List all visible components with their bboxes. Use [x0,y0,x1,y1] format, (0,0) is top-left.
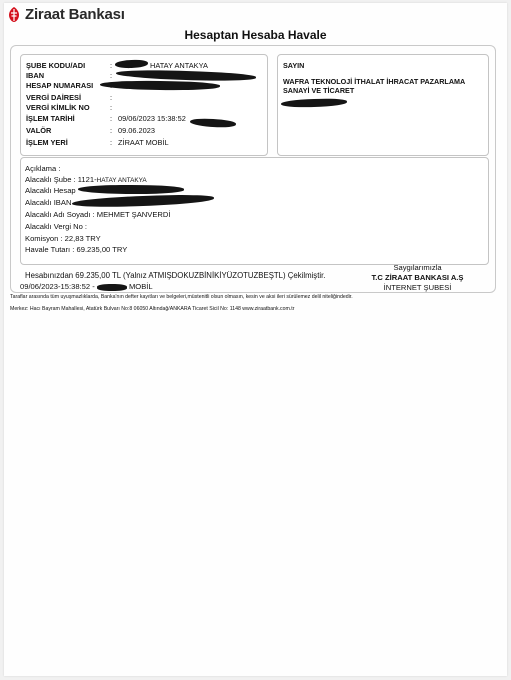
account-number-label: HESAP NUMARASI [26,81,94,90]
tax-id-label: VERGİ KİMLİK NO [26,103,90,112]
ziraat-logo-icon [7,6,21,23]
tax-office-label: VERGİ DAİRESİ [26,93,82,102]
transaction-date-value: 09/06/2023 15:38:52 [118,114,186,123]
branch-value: HATAY ANTAKYA [150,61,208,70]
colon: : [110,61,113,70]
creditor-account-label: Alacaklı Hesap [25,186,76,195]
redaction-mark [97,284,127,291]
signature-branch: İNTERNET ŞUBESİ [383,283,452,292]
recipient-heading: SAYIN [283,61,305,70]
colon: : [110,93,113,102]
transaction-date-label: İŞLEM TARİHİ [26,114,75,123]
summary-prefix: Hesabınızdan [25,271,74,280]
bank-name: Ziraat Bankası [25,6,125,23]
page-title: Hesaptan Hesaba Havale [184,28,327,42]
bank-logo [7,6,125,23]
bank-address: Merkez: Hacı Bayram Mahallesi, Atatürk Bulvarı No:8 06050 Altındağ/ANKARA Ticaret Sicil No: 1148 www.ziraatbank.com.tr [10,306,295,312]
description-label: Açıklama : [25,164,61,173]
colon: : [110,126,113,135]
transfer-amount: Havale Tutarı : 69.235,00 TRY [25,245,128,254]
value-date-label: VALÖR [26,126,52,135]
creditor-iban-label: Alacaklı IBAN [25,198,72,207]
colon: : [110,71,113,80]
transaction-place-value: ZİRAAT MOBİL [118,138,169,147]
withdrawal-summary [25,271,325,281]
creditor-name: Alacaklı Adı Soyadı : MEHMET ŞANVERDİ [25,210,171,219]
commission: Komisyon : 22,83 TRY [25,234,101,243]
colon: : [110,103,113,112]
legal-disclaimer: Taraflar arasında tüm uyuşmazlıklarda, Banka'nın defter kayıtları ve belgeleri,müstenitli olsun olmasın, kesin ve aksi ileri sürülemez delil niteliğindedir. [10,294,353,300]
colon: : [110,114,113,123]
recipient-name: WAFRA TEKNOLOJİ İTHALAT İHRACAT PAZARLAMA SANAYİ VE TİCARET [283,77,465,95]
colon: : [110,138,113,147]
summary-channel: MOBİL [128,282,153,291]
signature-bank: T.C ZİRAAT BANKASI A.Ş [371,273,464,282]
creditor-tax-no: Alacaklı Vergi No : [25,222,88,231]
creditor-branch-name: HATAY ANTAKYA [96,177,147,184]
iban-label: IBAN [26,71,45,80]
signature-greeting: Saygılarımızla [393,263,442,272]
value-date-value: 09.06.2023 [118,126,155,135]
transaction-place-label: İŞLEM YERİ [26,138,68,147]
branch-label: ŞUBE KODU/ADI [26,61,86,70]
creditor-branch-text: Alacaklı Şube : 1121- [25,175,97,184]
summary-timestamp [20,282,153,292]
summary-date: 09/06/2023-15:38:52 - [20,282,95,291]
summary-amount: 69.235,00 TL (Yalnız ATMIŞDOKUZBİNİKİYÜZOTUZBEŞTL) Çekilmiştir. [75,271,326,280]
